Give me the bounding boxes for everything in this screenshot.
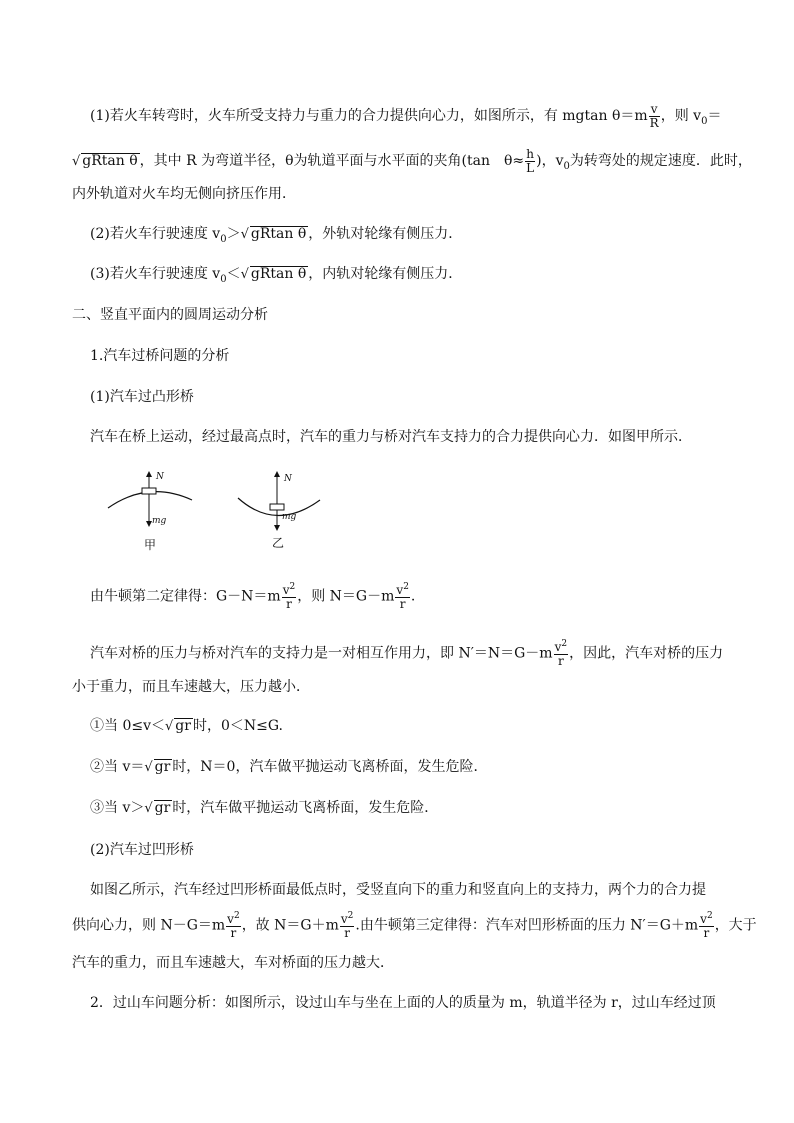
paragraph-7-line-2: 供向心力，则 N－G＝m $\frac{v^2}{r}$ ，故 N＝G＋m $\frac{v^2}{r}$ .由牛顿第三定律得：汽车对凹形桥面的压力 N′＝G＋m $\frac{v^2}{r}$ ，大于 [72, 911, 757, 940]
case-3: ③当 v＞√ gr 时，汽车做平抛运动飞离桥面，发生危险． [90, 800, 439, 816]
paragraph-4: 汽车在桥上运动，经过最高点时，汽车的重力与桥对汽车支持力的合力提供向心力．如图甲所示． [90, 429, 692, 445]
paragraph-1-line-3: 内外轨道对火车均无侧向挤压作用． [72, 186, 296, 202]
paragraph-1-line-1: (1)若火车转弯时，火车所受支持力与重力的合力提供向心力，如图所示，有 mgtan θ＝m $\frac{v}{R}$ ，则 $v_0=$ [90, 102, 722, 130]
caption-yi: 乙 [272, 536, 285, 550]
subsection-heading-convex: (1)汽车过凸形桥 [90, 389, 194, 405]
fraction-v2-over-r: $\frac{v^2}{r}$ [700, 911, 713, 940]
subsection-heading-concave: (2)汽车过凹形桥 [90, 842, 194, 858]
paragraph-7-line-3: 汽车的重力，而且车速越大，车对桥面的压力越大． [72, 955, 394, 971]
fraction-v2-over-r: $\frac{v^2}{r}$ [282, 582, 296, 611]
paragraph-3: (3)若火车行驶速度 $v_0<√$ gRtan θ ，内轨对轮缘有侧压力． [90, 266, 463, 285]
fraction-v2-over-r: $\frac{v^2}{r}$ [340, 911, 354, 940]
label-mg-2: mg [282, 512, 297, 522]
fraction-v-over-R: $\frac{v}{R}$ [649, 102, 659, 130]
fraction-v2-over-r: $\frac{v^2}{r}$ [396, 582, 409, 611]
case-2: ②当 v＝√ gr 时，N＝0，汽车做平抛运动飞离桥面，发生危险． [90, 759, 488, 775]
subsection-heading-1: 1.汽车过桥问题的分析 [90, 348, 230, 364]
label-N-1: N [156, 472, 164, 482]
paragraph-7-line-1: 如图乙所示，汽车经过凹形桥面最低点时，受竖直向下的重力和竖直向上的支持力，两个力的合力提 [90, 882, 706, 898]
paragraph-8: 2．过山车问题分析：如图所示，设过山车与坐在上面的人的质量为 m，轨道半径为 r，过山车经过顶 [90, 995, 716, 1011]
caption-jia: 甲 [144, 538, 157, 552]
paragraph-6-line-2: 小于重力，而且车速越大，压力越小． [72, 679, 310, 695]
paragraph-2: (2)若火车行驶速度 $v_0>√$ gRtan θ ，外轨对轮缘有侧压力． [90, 226, 463, 245]
paragraph-1-line-2: √ gRtan θ ，其中 R 为弯道半径，θ为轨道平面与水平面的夹角(tan θ≈ $\frac{h}{L}$ )，$v_0$为转弯处的规定速度．此时， [72, 147, 752, 175]
bridge-figure [104, 470, 334, 550]
label-mg-1: mg [152, 516, 167, 526]
section-heading-2: 二、竖直平面内的圆周运动分析 [72, 307, 268, 323]
fraction-v2-over-r: $\frac{v^2}{r}$ [554, 639, 568, 668]
bridge-diagram [104, 470, 334, 550]
label-N-2: N [284, 474, 292, 484]
case-1: ①当 0≤v＜√ gr 时，0＜N≤G. [90, 718, 283, 734]
fraction-v2-over-r: $\frac{v^2}{r}$ [227, 911, 240, 940]
fraction-h-over-L: $\frac{h}{L}$ [526, 147, 535, 175]
paragraph-6-line-1: 汽车对桥的压力与桥对汽车的支持力是一对相互作用力，即 N′＝N＝G－m $\frac{v^2}{r}$ ，因此，汽车对桥的压力 [90, 639, 724, 668]
car-1 [142, 488, 156, 494]
paragraph-5: 由牛顿第二定律得：G－N＝m $\frac{v^2}{r}$ ，则 N＝G－m $\frac{v^2}{r}$ . [90, 582, 416, 611]
car-2 [270, 504, 284, 510]
